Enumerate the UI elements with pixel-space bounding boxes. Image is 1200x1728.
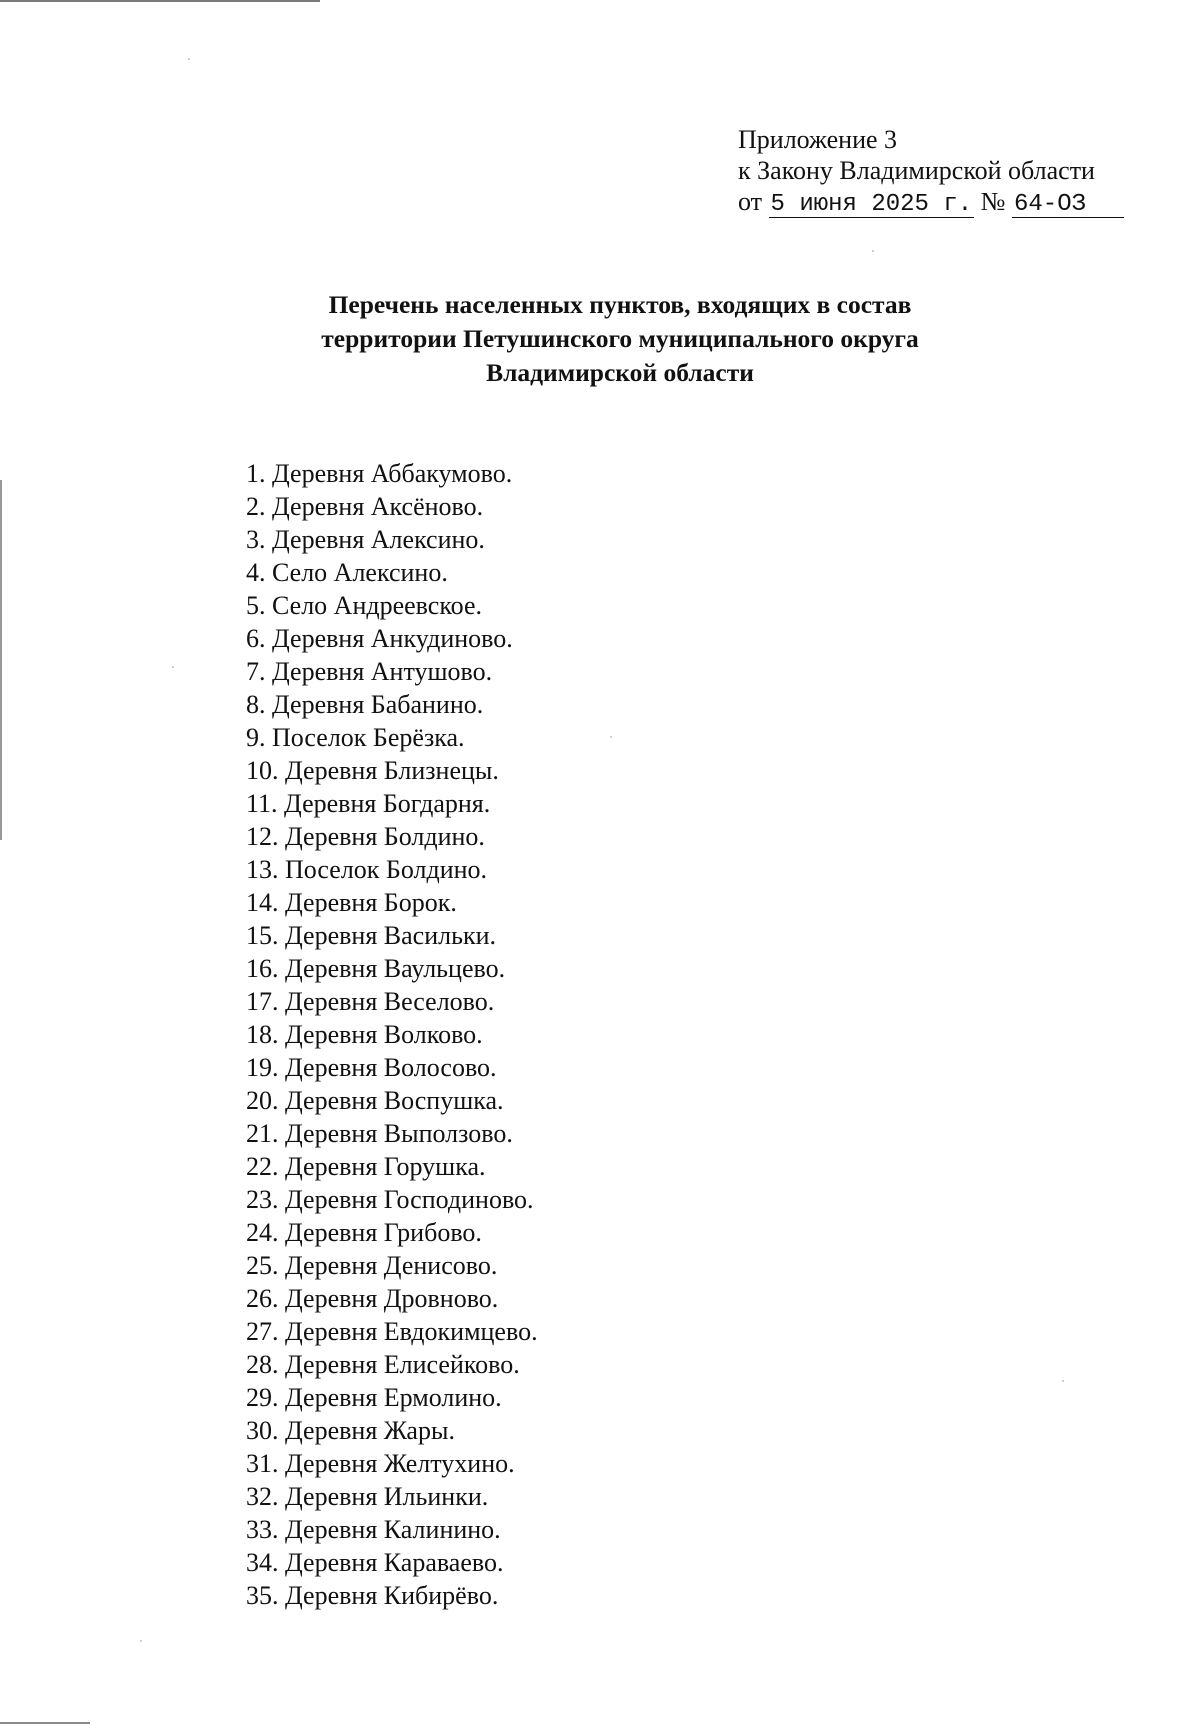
scan-edge-top [0,0,320,2]
list-item: 9. Поселок Берёзка. [246,723,465,752]
title-line-2: территории Петушинского муниципального округа [321,324,919,353]
scan-speck [1062,1380,1064,1382]
list-item: 1. Деревня Аббакумово. [246,459,513,488]
list-item: 13. Поселок Болдино. [246,855,488,884]
document-title [250,288,990,390]
appendix-title: Приложение 3 [738,125,898,154]
list-item: 27. Деревня Евдокимцево. [246,1317,538,1346]
appendix-date-number-line [738,186,1124,218]
scan-speck [610,736,612,738]
list-item: 29. Деревня Ермолино. [246,1383,502,1412]
list-item: 8. Деревня Бабанино. [246,690,484,719]
scan-edge-left [0,480,2,840]
list-item: 5. Село Андреевское. [246,591,483,620]
list-item: 3. Деревня Алексино. [246,525,485,554]
list-item: 17. Деревня Веселово. [246,987,495,1016]
list-item: 19. Деревня Волосово. [246,1053,497,1082]
list-item: 22. Деревня Горушка. [246,1152,486,1181]
appendix-header [738,124,1124,218]
list-item: 7. Деревня Антушово. [246,657,493,686]
list-item: 23. Деревня Господиново. [246,1185,534,1214]
settlements-list [246,457,538,1612]
list-item: 35. Деревня Кибирёво. [246,1581,499,1610]
list-item: 6. Деревня Анкудиново. [246,624,513,653]
law-number: 64-ОЗ [1012,193,1124,218]
list-item: 31. Деревня Желтухино. [246,1449,515,1478]
list-item: 33. Деревня Калинино. [246,1515,501,1544]
list-item: 18. Деревня Волково. [246,1020,483,1049]
list-item: 4. Село Алексино. [246,558,448,587]
scan-speck [140,1640,142,1642]
list-item: 10. Деревня Близнецы. [246,756,499,785]
list-item: 2. Деревня Аксёново. [246,492,484,521]
scan-speck [188,58,190,60]
list-item: 14. Деревня Борок. [246,888,457,917]
list-item: 32. Деревня Ильинки. [246,1482,489,1511]
title-line-3: Владимирской области [486,358,754,387]
title-line-1: Перечень населенных пунктов, входящих в состав [328,290,912,319]
list-item: 34. Деревня Караваево. [246,1548,504,1577]
law-date: 5 июня 2025 г. [770,191,973,218]
list-item: 25. Деревня Денисово. [246,1251,498,1280]
list-item: 24. Деревня Грибово. [246,1218,482,1247]
scan-speck [172,666,174,668]
list-item: 12. Деревня Болдино. [246,822,485,851]
list-item: 20. Деревня Воспушка. [246,1086,504,1115]
scan-edge-bottom [0,1722,90,1724]
number-sign: № [980,187,1006,216]
list-item: 28. Деревня Елисейково. [246,1350,520,1379]
list-item: 21. Деревня Выползово. [246,1119,513,1148]
scan-speck [872,250,874,252]
list-item: 30. Деревня Жары. [246,1416,455,1445]
list-item: 11. Деревня Богдарня. [246,789,491,818]
appendix-law-reference: к Закону Владимирской области [738,156,1095,185]
date-prefix: от [738,187,763,216]
list-item: 16. Деревня Ваульцево. [246,954,506,983]
list-item: 26. Деревня Дровново. [246,1284,499,1313]
list-item: 15. Деревня Васильки. [246,921,496,950]
